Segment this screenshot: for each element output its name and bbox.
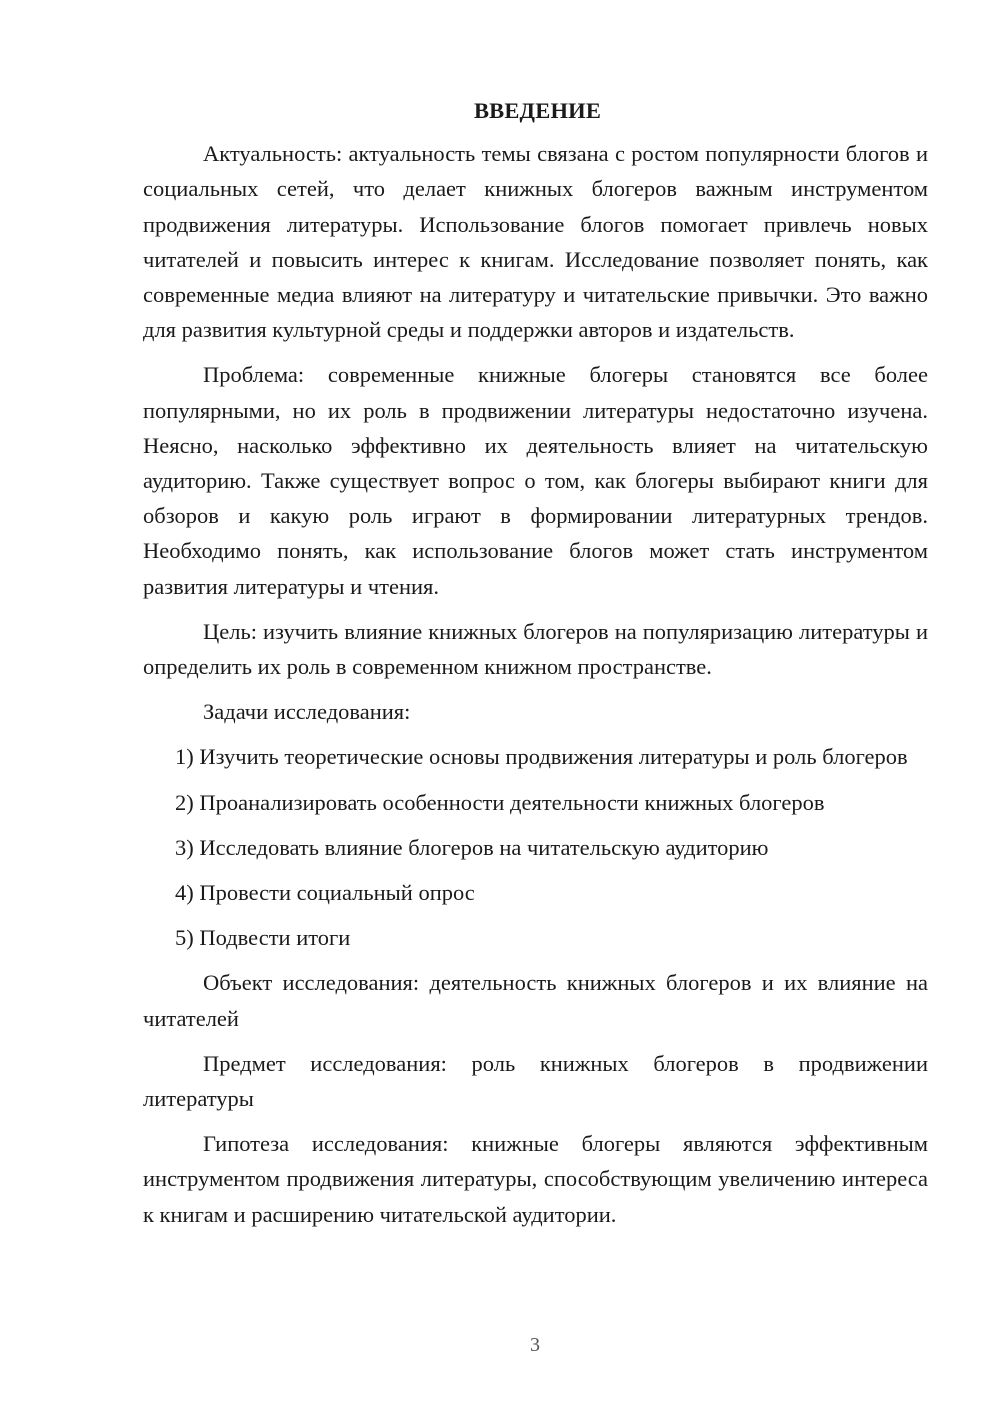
tasks-list bbox=[143, 739, 928, 955]
subject-paragraph: Предмет исследования: роль книжных блогеров в продвижении литературы bbox=[143, 1050, 928, 1112]
list-item: 2) Проанализировать особенности деятельности книжных блогеров bbox=[175, 789, 825, 815]
page-number: 3 bbox=[530, 1334, 540, 1356]
list-item: 5) Подвести итоги bbox=[175, 925, 351, 951]
problem-paragraph: Проблема: современные книжные блогеры становятся все более популярными, но их роль в продвижении литературы недостаточно изучена. Неясно, насколько эффективно их деятельность влияет на читательскую аудиторию. Также существует вопрос о том, как блогеры выбирают книги для обзоров и какую роль играют в формировании литературных трендов. Необходимо понять, как использование блогов может стать инструментом развития литературы и чтения. bbox=[143, 362, 928, 599]
relevance-paragraph: Актуальность: актуальность темы связана с ростом популярности блогов и социальных сетей, что делает книжных блогеров важным инструментом продвижения литературы. Использование блогов помогает привлечь новых читателей и повысить интерес к книгам. Исследование позволяет понять, как современные медиа влияют на литературу и читательские привычки. Это важно для развития культурной среды и поддержки авторов и издательств. bbox=[143, 141, 928, 343]
page-content bbox=[143, 93, 928, 1242]
list-item: 4) Провести социальный опрос bbox=[175, 880, 475, 906]
object-paragraph: Объект исследования: деятельность книжных блогеров и их влияние на читателей bbox=[143, 970, 928, 1031]
page-title: ВВЕДЕНИЕ bbox=[473, 98, 602, 123]
list-item: 3) Исследовать влияние блогеров на читательскую аудиторию bbox=[175, 834, 769, 860]
list-item: 1) Изучить теоретические основы продвижения литературы и роль блогеров bbox=[175, 744, 908, 770]
hypothesis-paragraph: Гипотеза исследования: книжные блогеры являются эффективным инструментом продвижения литературы, способствующим увеличению интереса к книгам и расширению читательской аудитории. bbox=[143, 1131, 928, 1227]
goal-paragraph: Цель: изучить влияние книжных блогеров на популяризацию литературы и определить их роль в современном книжном пространстве. bbox=[143, 618, 928, 680]
tasks-heading: Задачи исследования: bbox=[203, 699, 411, 725]
